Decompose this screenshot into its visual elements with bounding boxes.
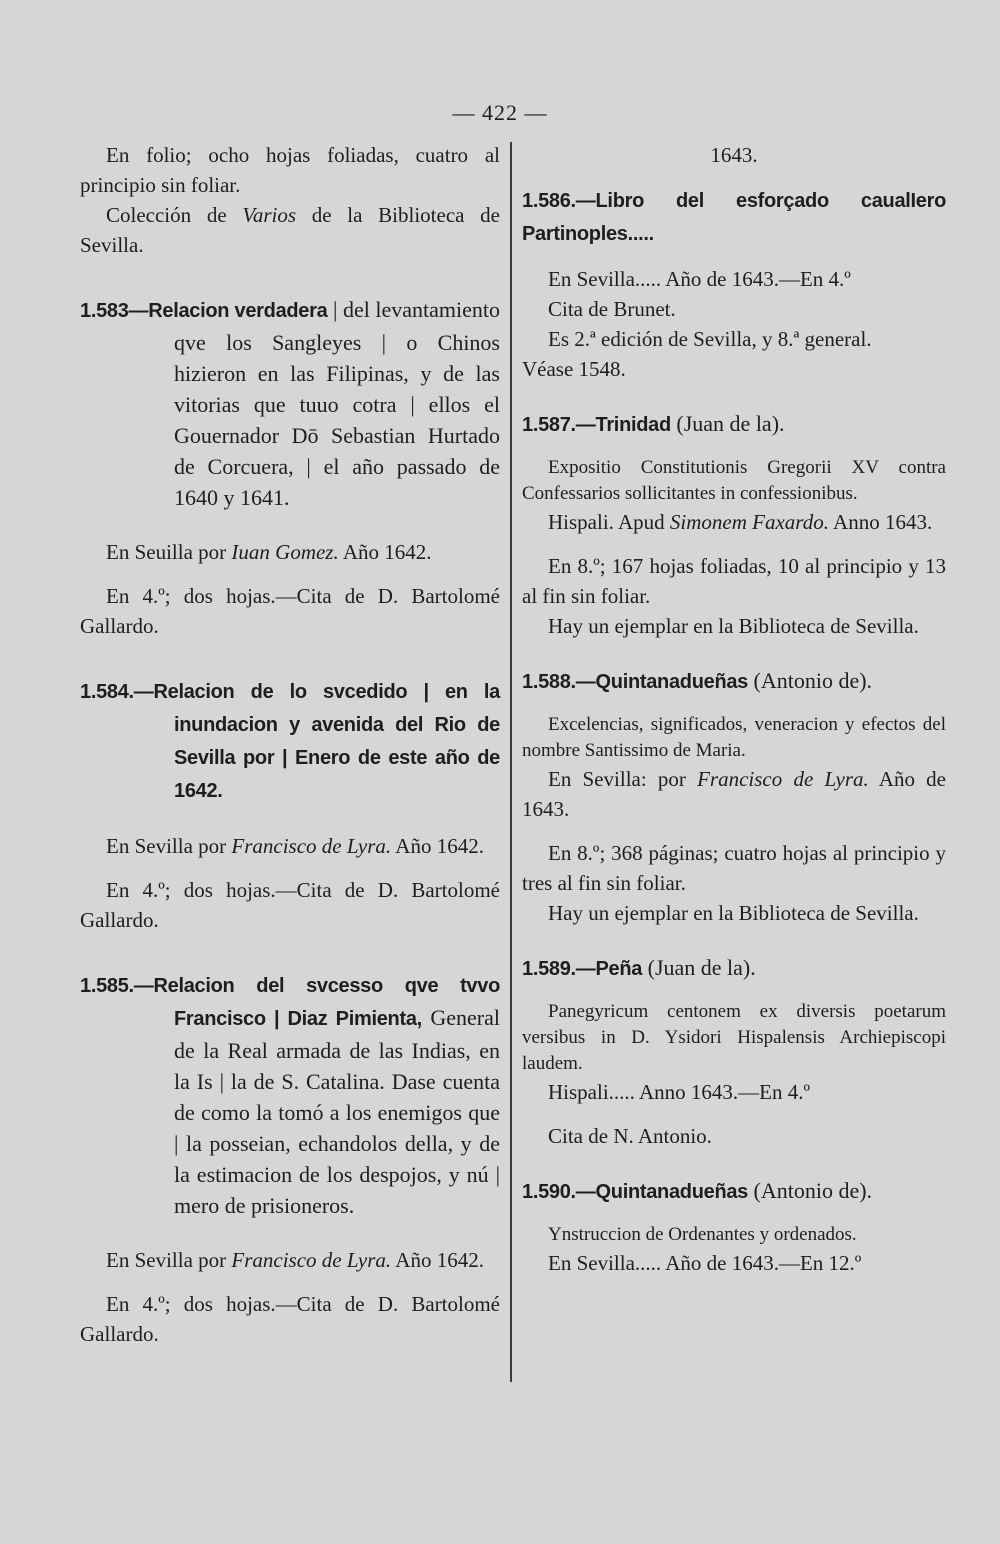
entry-1589-citation: Cita de N. Antonio.	[548, 1124, 712, 1148]
entry-1583-heading: 1.583—Relacion verdadera | del levantamiento qve los Sangleyes | o Chinos hizieron en las Filipinas, y de las vitorias que tuuo cotra | ellos el Gouernador Dō Sebastian Hurtado de Corcuera, | el año passado de 1640 y 1641.	[80, 297, 500, 510]
entry-1587-title: Expositio Constitutionis Gregorii XV contra Confessarios sollicitantes in confessionibus.	[522, 457, 946, 504]
entry-1586-citation: Cita de Brunet.	[548, 297, 676, 321]
page-number: — 422 —	[452, 100, 548, 125]
entry-1584-description: En 4.º; dos hojas.—Cita de D. Bartolomé Gallardo.	[80, 878, 500, 932]
entry-1586-edition: Es 2.ª edición de Sevilla, y 8.ª general.	[548, 327, 872, 351]
entry-1584-imprint: En Sevilla por Francisco de Lyra. Año 1642.	[106, 834, 484, 858]
entry-number: 1.585.—	[80, 975, 154, 997]
column-divider	[510, 142, 512, 1382]
entry-1589-heading: 1.589.—Peña (Juan de la).	[522, 955, 756, 980]
entry-1585-description: En 4.º; dos hojas.—Cita de D. Bartolomé Gallardo.	[80, 1292, 500, 1346]
entry-1586-imprint: En Sevilla..... Año de 1643.—En 4.º	[548, 267, 851, 291]
entry-1587-heading: 1.587.—Trinidad (Juan de la).	[522, 411, 785, 436]
entry-1589-title: Panegyricum centonem ex diversis poetarum versibus in D. Ysidori Hispalensis Archiepiscopi laudem.	[522, 1001, 946, 1074]
entry-1585-imprint: En Sevilla por Francisco de Lyra. Año 1642.	[106, 1248, 484, 1272]
entry-number: 1.584.—	[80, 681, 154, 703]
entry-number: 1.583—	[80, 300, 149, 322]
entry-1588-title: Excelencias, significados, veneracion y efectos del nombre Santissimo de Maria.	[522, 714, 946, 761]
entry-1586-see-also: Véase 1548.	[522, 357, 626, 381]
entry-1582-collection: Colección de Varios de la Biblioteca de Sevilla.	[80, 203, 500, 257]
entry-1587-holding: Hay un ejemplar en la Biblioteca de Sevilla.	[548, 614, 919, 638]
continued-year: 1643.	[710, 143, 758, 167]
entry-1588-heading: 1.588.—Quintanadueñas (Antonio de).	[522, 668, 873, 693]
entry-1589-imprint: Hispali..... Anno 1643.—En 4.º	[548, 1080, 811, 1104]
entry-1583-description: En 4.º; dos hojas.—Cita de D. Bartolomé Gallardo.	[80, 584, 500, 638]
entry-1585-heading: 1.585.—Relacion del svcesso qve tvvo Francisco | Diaz Pimienta, General de la Real armada de las Indias, en la Is | la de S. Catalina. Dase cuenta de como la tomó a los enemigos que | la posseian, echandolos della, y de la estimacion de los despojos, y nú | mero de prisioneros.	[80, 975, 500, 1218]
entry-1586-heading: 1.586.—Libro del esforçado caualIero Partinoples.....	[522, 190, 946, 245]
entry-number: 1.590.—	[522, 1181, 596, 1203]
entry-number: 1.588.—	[522, 671, 596, 693]
entry-1590-heading: 1.590.—Quintanadueñas (Antonio de).	[522, 1178, 873, 1203]
entry-number: 1.589.—	[522, 958, 596, 980]
entry-1588-description: En 8.º; 368 páginas; cuatro hojas al principio y tres al fin sin foliar.	[522, 841, 946, 895]
entry-1584-heading: 1.584.—Relacion de lo svcedido | en la inundacion y avenida del Rio de Sevilla por | Enero de este año de 1642.	[80, 681, 500, 802]
entry-1588-holding: Hay un ejemplar en la Biblioteca de Sevilla.	[548, 901, 919, 925]
entry-1587-imprint: Hispali. Apud Simonem Faxardo. Anno 1643.	[548, 510, 933, 534]
entry-1583-imprint: En Seuilla por Iuan Gomez. Año 1642.	[106, 540, 432, 564]
entry-1590-imprint: En Sevilla..... Año de 1643.—En 12.º	[548, 1251, 862, 1275]
entry-1587-description: En 8.º; 167 hojas foliadas, 10 al principio y 13 al fin sin foliar.	[522, 554, 946, 608]
entry-1582-description: En folio; ocho hojas foliadas, cuatro al principio sin foliar.	[80, 143, 500, 197]
entry-1588-imprint: En Sevilla: por Francisco de Lyra. Año de 1643.	[522, 767, 946, 821]
entry-1590-title: Ynstruccion de Ordenantes y ordenados.	[548, 1224, 857, 1245]
left-column	[80, 140, 500, 1349]
entry-number: 1.587.—	[522, 414, 596, 436]
entry-number: 1.586.—	[522, 190, 596, 212]
right-column	[522, 140, 946, 1278]
